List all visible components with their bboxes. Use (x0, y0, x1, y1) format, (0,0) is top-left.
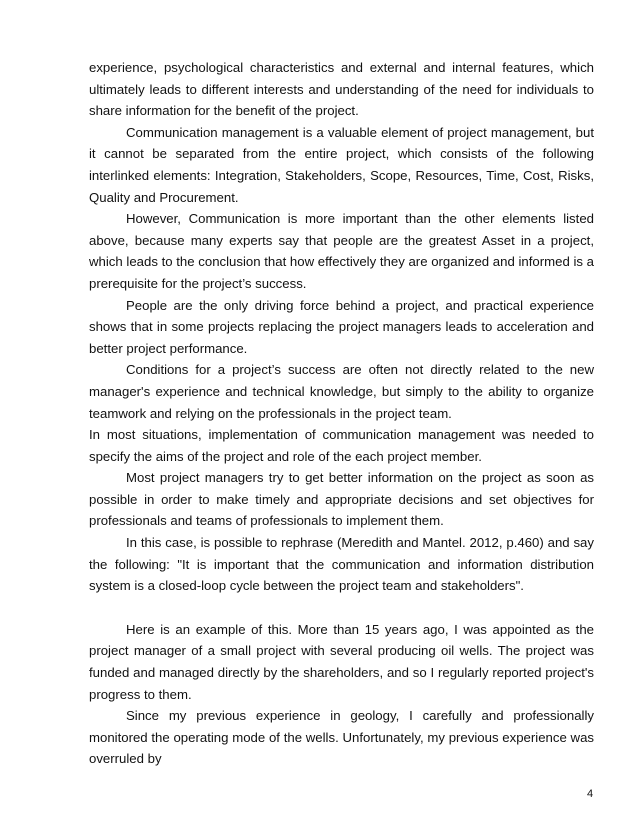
page-number: 4 (587, 788, 594, 800)
paragraph-continuation: experience, psychological characteristics and external and internal features, which ultimately leads to different interests and understanding of the need for individuals to share information for the benefit of the project. (89, 60, 594, 119)
paragraph-spacer (89, 597, 594, 619)
paragraph-project-managers: Most project managers try to get better information on the project as soon as possible in order to make timely and appropriate decisions and set objectives for professionals and teams of professionals to implement them. (89, 470, 594, 529)
paragraph-example: Here is an example of this. More than 15 years ago, I was appointed as the project manager of a small project with several producing oil wells. The project was funded and managed directly by the shareholders, and so I regularly reported project's progress to them. (89, 621, 594, 702)
paragraph-communication-management: Communication management is a valuable element of project management, but it cannot be separated from the entire project, which consists of the following interlinked elements: Integration, Stakeholders, Scope, Resources, Time, Cost, Risks, Quality and Procurement. (89, 124, 594, 205)
paragraph-success-conditions: Conditions for a project’s success are often not directly related to the new manager's experience and technical knowledge, but simply to the ability to organize teamwork and relying on the professionals in the project team. (89, 362, 594, 421)
body-text (89, 57, 594, 770)
paragraph-implementation: In most situations, implementation of communication management was needed to specify the aims of the project and role of the each project member. (89, 427, 594, 464)
paragraph-quotation: In this case, is possible to rephrase (Meredith and Mantel. 2012, p.460) and say the following: "It is important that the communication and information distribution system is a closed-loop cycle between the project team and stakeholders". (89, 535, 594, 594)
paragraph-communication-importance: However, Communication is more important than the other elements listed above, because many experts say that people are the greatest Asset in a project, which leads to the conclusion that how effectively they are organized and informed is a prerequisite for the project’s success. (89, 211, 594, 291)
paragraph-driving-force: People are the only driving force behind a project, and practical experience shows that in some projects replacing the project managers leads to acceleration and better project performance. (89, 297, 594, 356)
paragraph-experience: Since my previous experience in geology, I carefully and professionally monitored the operating mode of the wells. Unfortunately, my previous experience was overruled by (89, 708, 594, 767)
